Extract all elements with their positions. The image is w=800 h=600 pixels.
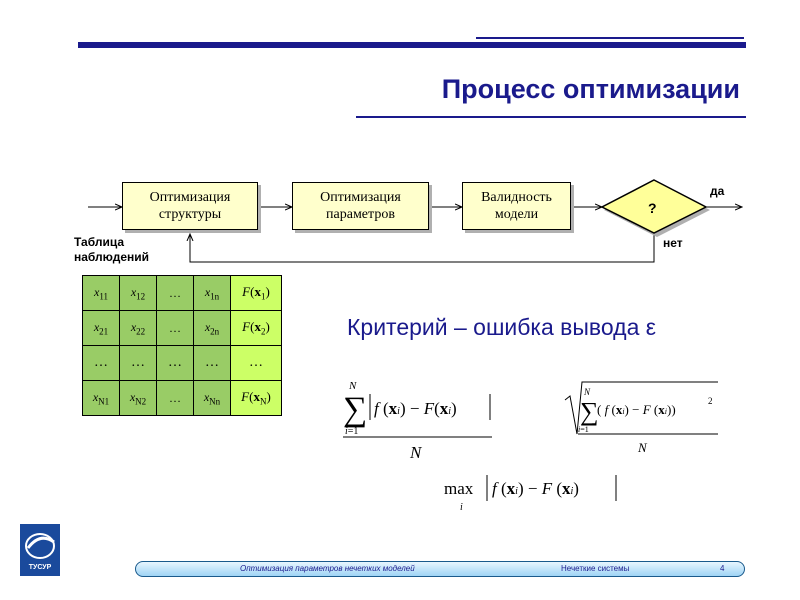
table-cell: $F(x_2)$ [231, 311, 282, 346]
table-cell: … [157, 346, 194, 381]
footer-course-title: Оптимизация параметров нечетких моделей [240, 564, 415, 573]
table-cell: $x_{21}$ [83, 311, 120, 346]
yes-label: да [710, 184, 725, 198]
svg-text:∑: ∑ [580, 397, 599, 426]
table-cell: $x_{N2}$ [120, 381, 157, 416]
svg-text:∑: ∑ [343, 391, 368, 428]
svg-text:N: N [349, 380, 357, 392]
table-cell: … [231, 346, 282, 381]
table-cell: $x_{Nn}$ [194, 381, 231, 416]
table-cell: $F(x_1)$ [231, 276, 282, 311]
table-label-line1: Таблица [74, 235, 125, 249]
svg-text:f (xi) − F(xi): f (xi) − F(xi) [374, 399, 457, 418]
table-cell: … [157, 311, 194, 346]
formula-mean-absolute-error [340, 378, 500, 464]
table-row [83, 276, 282, 311]
table-label-line2: наблюдений [74, 250, 150, 264]
table-cell: $x_{22}$ [120, 311, 157, 346]
table-cell: $x_{1n}$ [194, 276, 231, 311]
feedback-arrow [190, 232, 654, 262]
formula-max-error [440, 468, 630, 516]
footer-page-number: 4 [720, 564, 725, 573]
svg-text:N: N [410, 443, 422, 462]
table-cell: $x_{2n}$ [194, 311, 231, 346]
formula-root-mean-square-error [560, 378, 730, 458]
table-cell: … [157, 381, 194, 416]
svg-text:N: N [584, 387, 591, 397]
box3-line1: Валидность [481, 190, 552, 205]
table-cell: … [157, 276, 194, 311]
svg-text:f (xi) − F (xi): f (xi) − F (xi) [492, 479, 579, 498]
slide-title: Процесс оптимизации [441, 74, 740, 104]
observation-table-label [74, 235, 149, 265]
box3-line2: модели [494, 207, 539, 222]
footer-subject: Нечеткие системы [561, 564, 630, 573]
logo-text: ТУСУР [28, 564, 52, 571]
svg-text:N: N [638, 440, 647, 455]
svg-text:max: max [444, 479, 474, 498]
box-model-validity [462, 182, 571, 230]
box-structure-optimization [122, 182, 258, 230]
svg-text:i=1: i=1 [578, 425, 589, 434]
table-cell: $F(x_N)$ [231, 381, 282, 416]
table-cell: … [120, 346, 157, 381]
observation-table [82, 275, 282, 416]
svg-text:i=1: i=1 [345, 426, 359, 437]
decision-label: ? [648, 200, 657, 216]
table-row [83, 346, 282, 381]
table-row [83, 381, 282, 416]
box2-line2: параметров [326, 207, 395, 222]
no-label: нет [663, 236, 683, 250]
tusur-logo [20, 524, 60, 576]
table-cell: … [194, 346, 231, 381]
table-cell: $x_{11}$ [83, 276, 120, 311]
table-cell: … [83, 346, 120, 381]
svg-text:2: 2 [708, 396, 713, 406]
table-cell: $x_{N1}$ [83, 381, 120, 416]
table-row [83, 311, 282, 346]
box1-line2: структуры [158, 207, 222, 222]
footer-bar [135, 561, 745, 577]
criterion-heading: Критерий – ошибка вывода ε [347, 314, 657, 340]
box1-line1: Оптимизация [149, 190, 231, 205]
box2-line1: Оптимизация [320, 190, 401, 205]
table-cell: $x_{12}$ [120, 276, 157, 311]
box-parameter-optimization [292, 182, 429, 230]
svg-text:i: i [460, 502, 463, 513]
svg-text:( f (xi) − F (xi)): ( f (xi) − F (xi)) [597, 402, 676, 417]
